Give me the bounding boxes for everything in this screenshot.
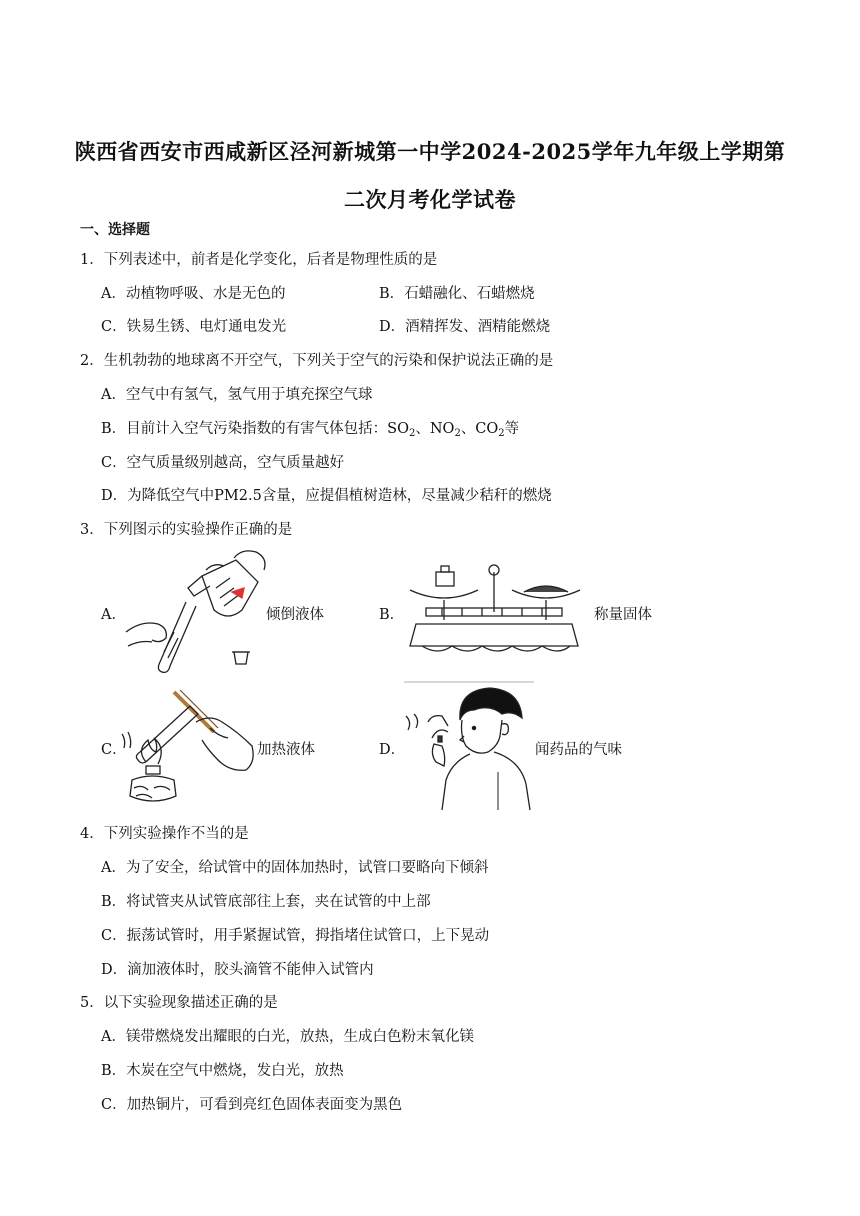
question-4-option-a: A．为了安全，给试管中的固体加热时，试管口要略向下倾斜	[101, 860, 489, 876]
question-2-option-b: B．目前计入空气污染指数的有害气体包括：$SO_2$、$NO_2$、$CO_2$等	[101, 421, 520, 439]
heating-liquid-illustration	[118, 688, 258, 810]
question-4-option-d: D．滴加液体时，胶头滴管不能伸入试管内	[101, 962, 374, 978]
balance-scale-illustration	[402, 562, 584, 660]
question-1-option-c: C．铁易生锈、电灯通电发光	[101, 319, 287, 335]
question-5-option-c: C．加热铜片，可看到亮红色固体表面变为黑色	[101, 1097, 403, 1113]
exam-title-line1: 陕西省西安市西咸新区泾河新城第一中学2024-2025学年九年级上学期第	[74, 139, 786, 164]
question-1-option-b: B．石蜡融化、石蜡燃烧	[379, 286, 535, 302]
question-2-stem: 2．生机勃勃的地球离不开空气，下列关于空气的污染和保护说法正确的是	[80, 353, 554, 369]
question-4-option-b: B．将试管夹从试管底部往上套，夹在试管的中上部	[101, 894, 431, 910]
pouring-liquid-illustration	[124, 548, 274, 676]
question-3-option-a-caption: 倾倒液体	[266, 607, 324, 623]
question-2-option-a: A．空气中有氢气，氢气用于填充探空气球	[101, 387, 373, 403]
section-heading: 一、选择题	[80, 222, 150, 238]
question-3-option-b-label: B．	[379, 607, 405, 623]
question-3-option-c-label: C．	[101, 742, 127, 758]
question-5-option-a: A．镁带燃烧发出耀眼的白光，放热，生成白色粉末氧化镁	[101, 1029, 474, 1045]
question-3-stem: 3．下列图示的实验操作正确的是	[80, 522, 293, 538]
question-2-option-c: C．空气质量级别越高，空气质量越好	[101, 455, 345, 471]
question-3-option-d-caption: 闻药品的气味	[535, 742, 622, 758]
question-1-stem: 1．下列表述中，前者是化学变化，后者是物理性质的是	[80, 252, 438, 268]
question-4-option-c: C．振荡试管时，用手紧握试管，拇指堵住试管口，上下晃动	[101, 928, 490, 944]
question-5-option-b: B．木炭在空气中燃烧，发白光，放热	[101, 1063, 344, 1079]
question-5-stem: 5．以下实验现象描述正确的是	[80, 995, 278, 1011]
question-2-option-d: D．为降低空气中PM2.5含量，应提倡植树造林，尽量减少秸秆的燃烧	[101, 488, 552, 504]
question-3-option-d-label: D．	[379, 742, 406, 758]
question-3-option-c-caption: 加热液体	[257, 742, 315, 758]
exam-title-line2: 二次月考化学试卷	[344, 187, 516, 212]
question-3-option-a-label: A．	[101, 607, 126, 623]
smelling-odor-illustration	[402, 680, 536, 812]
question-1-option-d: D．酒精挥发、酒精能燃烧	[379, 319, 551, 335]
question-4-stem: 4．下列实验操作不当的是	[80, 826, 249, 842]
question-1-option-a: A．动植物呼吸、水是无色的	[101, 286, 286, 302]
question-3-option-b-caption: 称量固体	[594, 607, 652, 623]
